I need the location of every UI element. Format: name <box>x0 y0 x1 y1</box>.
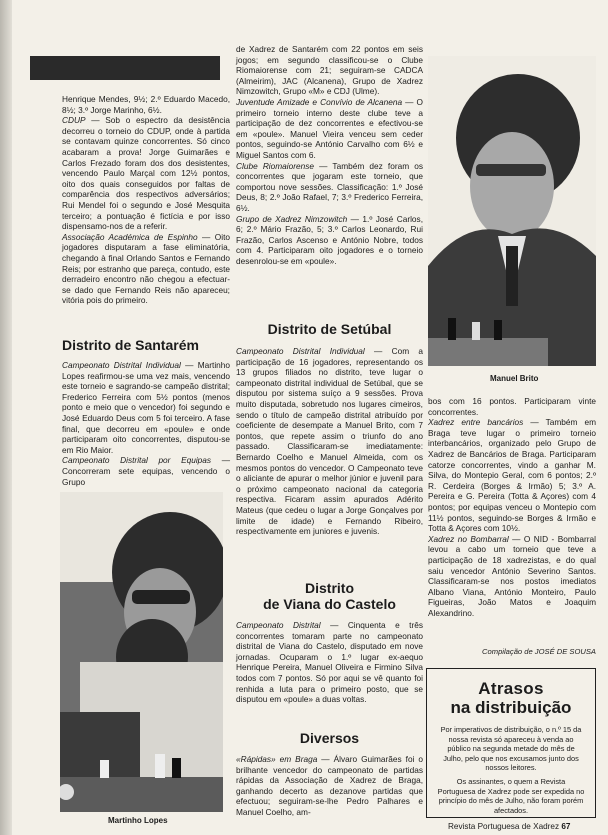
paragraph: Henrique Mendes, 9½; 2.º Eduardo Macedo, 8½; 3.º Jorge Marinho, 6½. <box>62 94 230 115</box>
paragraph-text: — Com a participação de 16 jogadores, representando os 13 grupos filiados no distrito, teve lugar o campeonato distrital individual de Setúbal, que se disputou por sistema suíço a 9 sessões. Prova muito disputada, sobretudo nos lugares cimeiros, sendo o título de campeão distrital atribuído por coeficiente de desempate a Manuel Brito, com 7 pontos, que repete assim o triunfo do ano passado. Classificaram-se imediatamente: Bernardo Coelho e Manuel Almeida, com os mesmos pontos do vencedor. O Campeonato teve o aliciante de apurar o melhor júnior e juvenil para o próximo campeonato nacional da categoria respectiva. Ficaram assim apurados Adérito Mateus (que cedeu o lugar a Jorge Gonçalves por limite de idade) e Fernando Ribeiro, respectivamente em juniores e juvenis. <box>236 346 423 537</box>
paragraph-lead: Campeonato Distrital por Equipas <box>62 455 212 466</box>
paragraph-text: — Também em Braga teve lugar o primeiro torneio interbancários, organizado pelo Grupo de Xadrez de Bancários de Braga. Participaram catorze concorrentes, vindo a ganhar M. Silva, do Montepio Geral, com 6 pontos; 2.º R. Cerdeira (Borges & Irmão) 5; 3.º A. Pereira e G. Pereira (Totta & Açores) com 4 pontos; por equipas venceu o Montepio com 11½ pontos, seguindo-se Borges & Irmão e Totta & Açores com 10½. <box>428 417 596 534</box>
paragraph <box>236 346 423 537</box>
footer-text: Revista Portuguesa de Xadrez <box>448 822 560 831</box>
column-2-diversos <box>236 754 423 818</box>
column-1 <box>62 94 230 306</box>
page-number: 67 <box>561 822 571 831</box>
paragraph-lead: Clube Riomaiorense <box>236 160 315 171</box>
paragraph-lead: «Rápidas» em Braga <box>236 754 318 764</box>
paragraph <box>236 214 423 267</box>
photo-manuel-brito <box>428 56 596 366</box>
paragraph <box>428 534 596 619</box>
paragraph-text: — Oito jogadores disputaram a fase eliminatória, chegando à final Orlando Santos e Fernando Reis; por estranho que pareça, contudo, este derradeiro encontro não chegou a efectuar-se dado que Fernando Reis não apareceu; vitória pois do primeiro. <box>62 231 230 306</box>
paragraph <box>62 360 230 455</box>
paragraph-text: — O primeiro torneio interno deste clube teve a participação de dez concorrentes e efectivou-se em «poule». Manuel Vieira venceu sem ceder pontos, seguindo-se António Carvalho com 6½ e Miguel Santos com 6. <box>236 96 423 160</box>
photo-martinho-lopes <box>60 492 223 812</box>
paragraph <box>62 232 230 306</box>
notice-text: Os assinantes, o quem a Revista Portuguesa de Xadrez pode ser expedida no princípio do mês de Julho, não foram porém afectados. <box>437 776 585 815</box>
section-heading-setubal: Distrito de Setúbal <box>267 321 392 337</box>
column-1-santarem <box>62 360 230 487</box>
paragraph-lead: Juventude Amizade e Convívio de Alcanena <box>236 96 403 107</box>
paragraph <box>62 115 230 232</box>
page-footer <box>448 822 570 831</box>
column-2-setubal <box>236 346 423 537</box>
section-heading-viana <box>236 580 423 612</box>
paragraph-lead: Campeonato Distrital <box>236 620 321 630</box>
paragraph-text: — Concorreram sete equipas, vencendo o Grupo <box>62 455 230 487</box>
compilation-credit: Compilação de JOSÉ DE SOUSA <box>482 647 596 656</box>
paragraph-text: — Cinquenta e três concorrentes tomaram parte no campeonato distrital de Viana do Castelo, disputado em nove jornadas. Ocuparam o 1.º lugar ex-aequo Henrique Pereira, Manuel Oliveira e Firmino Silva todos com 7 pontos. Só por aqui se vê quanto foi renhida a luta para o primeiro posto, que se disputou em «poule» a duas voltas. <box>236 620 423 705</box>
heading-line: Distrito <box>305 580 354 596</box>
heading-line: de Viana do Castelo <box>263 596 396 612</box>
notice-title: Atrasos <box>478 679 544 698</box>
notice-box <box>426 668 596 818</box>
paragraph-text: — O NID - Bombarral levou a cabo um torneio que teve a participação de 18 xadrezistas, e do qual saiu vencedor António Severino Santos. Classificaram-se nos postos imediatos Albano Viana, António Monteiro, Paulo Figueiras, João Matos e Joaquim Alexandrino. <box>428 533 596 618</box>
photo-caption: Martinho Lopes <box>108 816 168 825</box>
column-2-viana <box>236 620 423 705</box>
paragraph-text: — Martinho Lopes reafirmou-se uma vez mais, vencendo este torneio e sagrando-se campeão distrital; Frederico Ferreira com 5½ pontos (menos ponto e meio que o vencedor) foi segundo e José Eduardo Deus com 5 foi terceiro. A fase final, que decorreu em «poule» e onde participaram oito concorrentes, disputou-se em Rio Maior. <box>62 360 230 455</box>
paragraph-lead: CDUP <box>62 115 86 126</box>
paragraph-text: — 1.º José Carlos, 6; 2.º Mário Frazão, 5; 3.º Carlos Leonardo, Rui Frazão, Carlos Ascenso e António Nobre, todos com 4. Participaram oito jogadores e o torneio desenrolou-se em «poule». <box>236 213 424 266</box>
paragraph: de Xadrez de Santarém com 22 pontos em seis jogos; em segundo classificou-se o Clube Riomaiorense com 21; seguiram-se CADCA (Almeirim), JAC (Alcanena), Grupo de Xadrez Nimzowitch, Grupo «M» e CDJ (Ulme). <box>236 44 423 97</box>
notice-title: na distribuição <box>450 698 572 717</box>
paragraph <box>236 754 423 818</box>
paragraph-text: — Sob o espectro da desistência decorreu o torneio do CDUP, onde à partida se contavam quinze concorrentes. Só cinco acabaram a prova! Jorge Guimarães e Carlos Frezado foram dos dos desistentes, vencendo Paulo Marçal com 12½ pontos, oito dos quais conseguidos por faltas de comparência dos respectivos adversários; Rui Mendel foi o segundo e José Mesquita terceiro; a pontuação é fictícia e por isso dispensamo-nos de a referir. <box>62 115 230 232</box>
column-2 <box>236 44 423 266</box>
paragraph <box>236 97 423 161</box>
column-3 <box>428 396 596 618</box>
paragraph-lead: Xadrez entre bancários <box>428 417 524 428</box>
section-heading-santarem: Distrito de Santarém <box>62 337 199 353</box>
paragraph-lead: Campeonato Distrital Individual <box>62 360 181 370</box>
paragraph: bos com 16 pontos. Participaram vinte concorrentes. <box>428 396 596 417</box>
paragraph <box>236 161 423 214</box>
paragraph <box>62 455 230 487</box>
section-heading-diversos: Diversos <box>299 730 360 746</box>
paragraph-text: — Álvaro Guimarães foi o brilhante vencedor do campeonato de partidas rápidas da Associação de Xadrez de Braga, ganhando decerto as dezanove partidas que efectuou; seguiram-se-lhe Pedro Palhares e Manuel Coelho, am- <box>236 754 423 817</box>
paragraph <box>428 417 596 534</box>
notice-text: Por imperativos de distribuição, o n.º 15 da nossa revista só apareceu à venda ao público na segunda metade do mês de Julho, pelo que nos excusamos junto dos nossos leitores. <box>440 725 582 773</box>
paragraph-lead: Associação Académica de Espinho <box>62 231 198 242</box>
paragraph <box>236 620 423 705</box>
paragraph-lead: Campeonato Distrital Individual <box>236 346 365 356</box>
heading-banner <box>30 56 220 80</box>
photo-caption: Manuel Brito <box>490 374 539 383</box>
paragraph-lead: Grupo de Xadrez Nimzowitch <box>236 213 348 224</box>
page-edge <box>0 0 12 835</box>
paragraph-text: — Também dez foram os concorrentes que jogaram este torneio, que comportou nove sessões. Classificação: 1.º José Deus, 8; 2.º João Rafael, 7; 3.º Frederico Ferreira, 6½. <box>236 160 424 213</box>
paragraph-lead: Xadrez no Bombarral <box>428 533 509 544</box>
